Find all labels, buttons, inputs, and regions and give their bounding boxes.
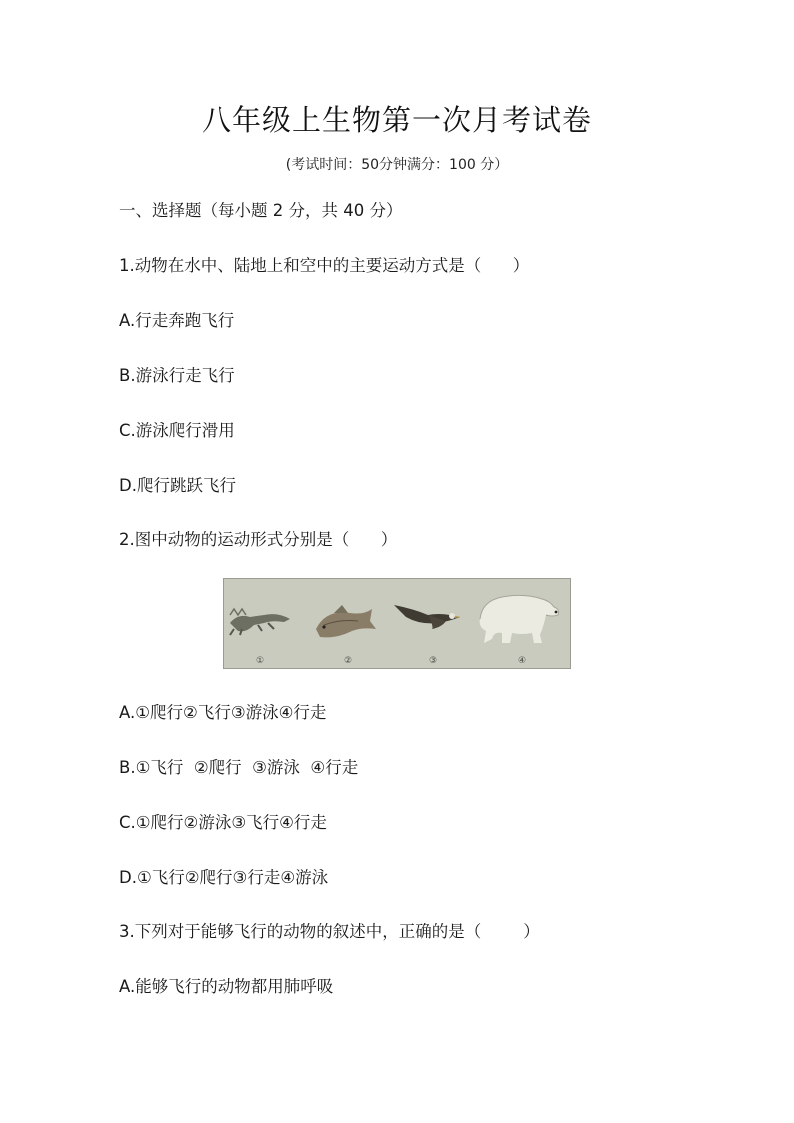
animals-figure <box>223 578 571 669</box>
figure-label-3: ③ <box>428 656 438 666</box>
figure-label-4: ④ <box>517 656 527 666</box>
question-1-stem: 1.动物在水中、陆地上和空中的主要运动方式是（ ） <box>119 256 530 275</box>
lizard-illustration <box>230 609 290 635</box>
eagle-illustration <box>394 605 460 629</box>
question-2-option-a: A.①爬行②飞行③游泳④行走 <box>119 703 327 722</box>
section-heading: 一、选择题（每小题 2 分，共 40 分） <box>119 201 403 220</box>
question-1-option-b: B.游泳行走飞行 <box>119 366 235 385</box>
polar-bear-illustration <box>480 595 559 643</box>
question-2-stem: 2.图中动物的运动形式分别是（ ） <box>119 530 398 549</box>
fish-illustration <box>316 605 376 637</box>
question-1-option-d: D.爬行跳跃飞行 <box>119 476 236 495</box>
figure-label-2: ② <box>343 656 353 666</box>
question-2-option-c: C.①爬行②游泳③飞行④行走 <box>119 813 327 832</box>
exam-title: 八年级上生物第一次月考试卷 <box>201 103 592 137</box>
exam-subtitle: (考试时间：50分钟满分：100 分） <box>285 157 509 173</box>
question-1-option-c: C.游泳爬行滑用 <box>119 421 235 440</box>
question-1-option-a: A.行走奔跑飞行 <box>119 311 235 330</box>
question-2-option-d: D.①飞行②爬行③行走④游泳 <box>119 868 329 887</box>
question-3-stem: 3.下列对于能够飞行的动物的叙述中，正确的是（ ） <box>119 922 540 941</box>
question-2-option-b: B.①飞行 ②爬行 ③游泳 ④行走 <box>119 758 359 777</box>
figure-label-1: ① <box>255 656 265 666</box>
question-3-option-a: A.能够飞行的动物都用肺呼吸 <box>119 977 334 996</box>
